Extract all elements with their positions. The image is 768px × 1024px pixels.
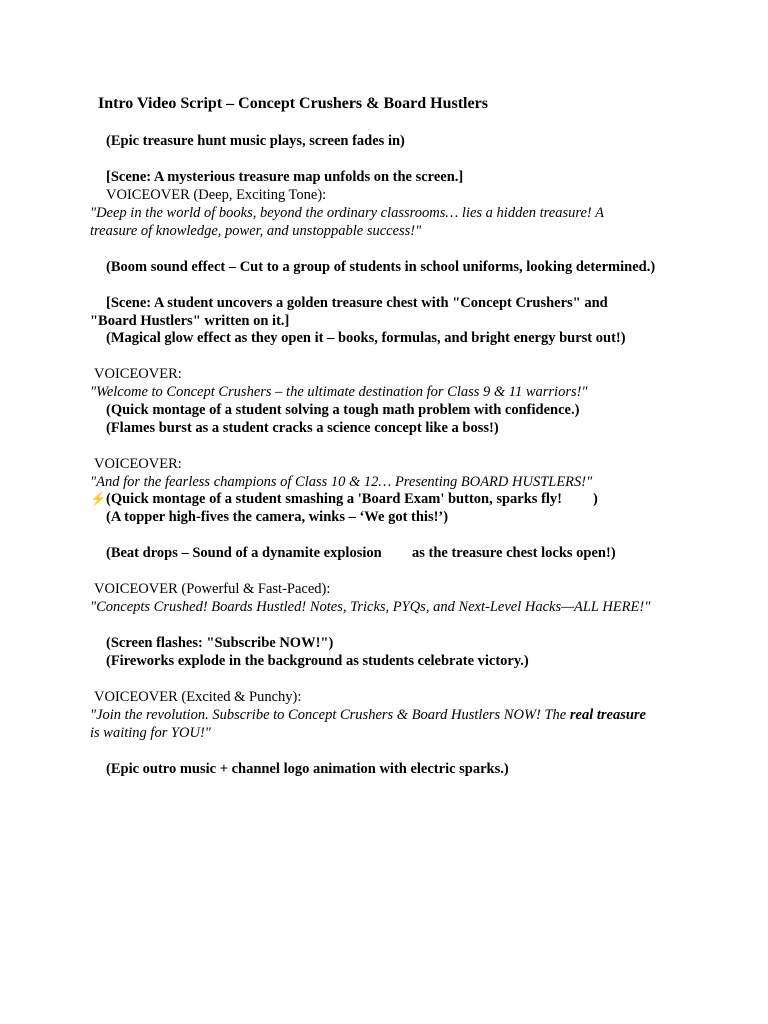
direction-math-montage: (Quick montage of a student solving a tough math problem with confidence.)	[106, 402, 580, 418]
voiceover-quote-1a: "Deep in the world of books, beyond the ordinary classrooms… lies a hidden treasure! A	[90, 205, 604, 221]
voiceover-label-4: VOICEOVER (Powerful & Fast-Paced):	[94, 581, 331, 597]
scene-treasure-map: [Scene: A mysterious treasure map unfolds on the screen.]	[106, 169, 464, 185]
voiceover-quote-1b: treasure of knowledge, power, and unstoppable success!"	[90, 223, 422, 239]
direction-screen-flashes: (Screen flashes: "Subscribe NOW!")	[106, 635, 334, 651]
voiceover-quote-2: "Welcome to Concept Crushers – the ultimate destination for Class 9 & 11 warriors!"	[90, 384, 588, 400]
voiceover-label-1: VOICEOVER (Deep, Exciting Tone):	[106, 187, 327, 203]
scene-treasure-chest-a: [Scene: A student uncovers a golden treasure chest with "Concept Crushers" and	[106, 295, 608, 311]
voiceover-quote-5b: is waiting for YOU!"	[90, 725, 211, 741]
direction-boom-sound: (Boom sound effect – Cut to a group of students in school uniforms, looking determined.)	[106, 259, 656, 275]
voiceover-label-3: VOICEOVER:	[94, 456, 182, 472]
voiceover-quote-5a-text: "Join the revolution. Subscribe to Concept Crushers & Board Hustlers NOW! The	[90, 707, 570, 723]
direction-board-exam-close: )	[593, 491, 598, 507]
direction-fireworks: (Fireworks explode in the background as students celebrate victory.)	[106, 653, 529, 669]
direction-outro-music: (Epic outro music + channel logo animation with electric sparks.)	[106, 761, 509, 777]
direction-flames-burst: (Flames burst as a student cracks a science concept like a boss!)	[106, 420, 499, 436]
direction-beat-drops: (Beat drops – Sound of a dynamite explosion	[106, 545, 382, 561]
direction-music-intro: (Epic treasure hunt music plays, screen fades in)	[106, 133, 405, 149]
scene-treasure-chest-b: "Board Hustlers" written on it.]	[90, 313, 290, 329]
voiceover-label-2: VOICEOVER:	[94, 366, 182, 382]
direction-board-exam-montage: (Quick montage of a student smashing a 'Board Exam' button, sparks fly!	[106, 491, 562, 507]
lightning-icon: ⚡	[90, 491, 107, 506]
direction-topper-high-five: (A topper high-fives the camera, winks – ‘We got this!’)	[106, 509, 449, 525]
direction-magical-glow: (Magical glow effect as they open it – books, formulas, and bright energy burst out!)	[106, 330, 626, 346]
voiceover-quote-5a	[90, 706, 646, 724]
voiceover-label-5: VOICEOVER (Excited & Punchy):	[94, 689, 302, 705]
script-title: Intro Video Script – Concept Crushers & Board Hustlers	[98, 95, 488, 112]
voiceover-quote-3: "And for the fearless champions of Class 10 & 12… Presenting BOARD HUSTLERS!"	[90, 474, 593, 490]
real-treasure-emphasis: real treasure	[569, 707, 646, 723]
direction-chest-locks: as the treasure chest locks open!)	[412, 545, 616, 561]
voiceover-quote-4: "Concepts Crushed! Boards Hustled! Notes, Tricks, PYQs, and Next-Level Hacks—ALL HERE!"	[90, 599, 651, 615]
